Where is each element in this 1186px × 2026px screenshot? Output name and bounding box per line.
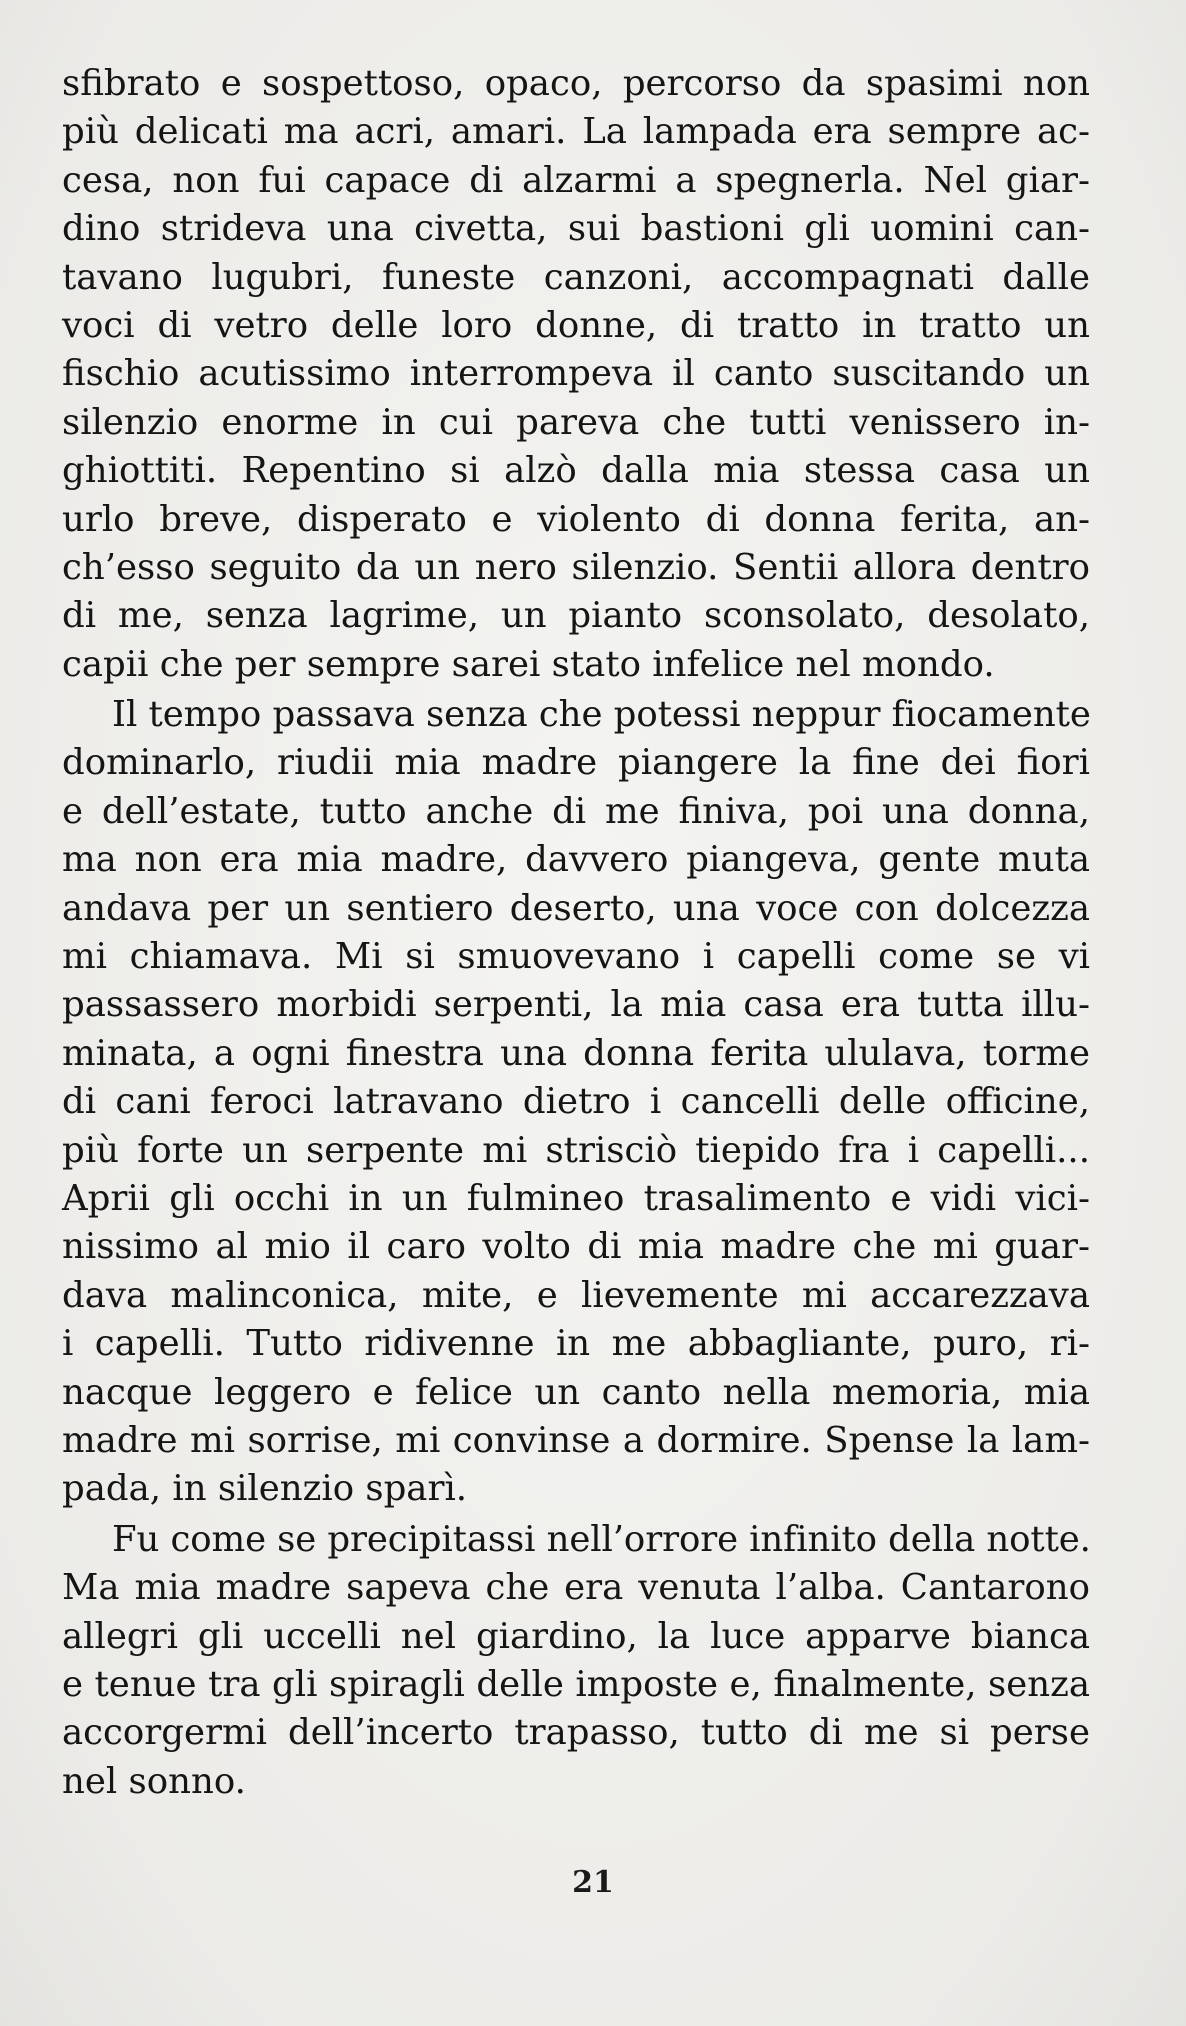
text-line: allegri gli uccelli nel giardino, la luce apparve bianca [62, 1615, 1090, 1657]
body-text [62, 60, 1090, 1806]
text-line: ch’esso seguito da un nero silenzio. Sentii allora dentro [62, 546, 1090, 588]
text-line: fischio acutissimo interrompeva il canto suscitando un [62, 353, 1090, 395]
text-line: urlo breve, disperato e violento di donna ferita, an- [62, 498, 1090, 540]
text-line: voci di vetro delle loro donne, di tratto in tratto un [62, 304, 1090, 346]
text-line: Il tempo passava senza che potessi neppur fiocamente [112, 694, 1091, 736]
text-line: più forte un serpente mi strisciò tiepido fra i capelli... [62, 1129, 1090, 1171]
text-line: mi chiamava. Mi si smuovevano i capelli come se vi [62, 936, 1090, 978]
text-line: nel sonno. [62, 1760, 246, 1802]
text-line: Fu come se precipitassi nell’orrore infinito della notte. [112, 1518, 1091, 1560]
text-line: madre mi sorrise, mi convinse a dormire. Spense la lam- [62, 1419, 1090, 1461]
text-line: tavano lugubri, funeste canzoni, accompagnati dalle [62, 256, 1090, 298]
text-line: minata, a ogni finestra una donna ferita ululava, torme [62, 1032, 1090, 1074]
text-line: nacque leggero e felice un canto nella memoria, mia [62, 1371, 1090, 1413]
text-line: e tenue tra gli spiragli delle imposte e, finalmente, senza [62, 1663, 1090, 1705]
text-line: di cani feroci latravano dietro i cancelli delle officine, [62, 1081, 1090, 1123]
text-line: silenzio enorme in cui pareva che tutti venissero in- [62, 401, 1090, 443]
text-line: dava malinconica, mite, e lievemente mi accarezzava [62, 1274, 1090, 1316]
page-number: 21 [572, 1865, 614, 1900]
text-line: ghiottiti. Repentino si alzò dalla mia stessa casa un [62, 450, 1090, 492]
text-line: più delicati ma acri, amari. La lampada era sempre ac- [62, 111, 1090, 153]
text-line: Aprii gli occhi in un fulmineo trasalimento e vidi vici- [62, 1177, 1090, 1219]
text-line: ma non era mia madre, davvero piangeva, gente muta [62, 839, 1090, 881]
text-line: dino strideva una civetta, sui bastioni gli uomini can- [62, 208, 1090, 250]
text-line: andava per un sentiero deserto, una voce con dolcezza [62, 887, 1090, 929]
text-line: e dell’estate, tutto anche di me finiva, poi una donna, [62, 790, 1090, 832]
text-line: capii che per sempre sarei stato infelice nel mondo. [62, 643, 995, 685]
text-line: dominarlo, riudii mia madre piangere la fine dei fiori [62, 742, 1090, 784]
text-line: accorgermi dell’incerto trapasso, tutto di me si perse [62, 1712, 1090, 1754]
text-line: nissimo al mio il caro volto di mia madre che mi guar- [62, 1226, 1090, 1268]
text-line: cesa, non fui capace di alzarmi a spegnerla. Nel giar- [62, 159, 1090, 201]
text-line: i capelli. Tutto ridivenne in me abbagliante, puro, ri- [62, 1323, 1090, 1365]
text-line: sfibrato e sospettoso, opaco, percorso da spasimi non [62, 63, 1090, 104]
text-line: di me, senza lagrime, un pianto sconsolato, desolato, [62, 595, 1090, 637]
text-line: passassero morbidi serpenti, la mia casa era tutta illu- [62, 984, 1090, 1026]
text-line: pada, in silenzio sparì. [62, 1468, 468, 1510]
text-line: Ma mia madre sapeva che era venuta l’alba. Cantarono [62, 1567, 1090, 1609]
